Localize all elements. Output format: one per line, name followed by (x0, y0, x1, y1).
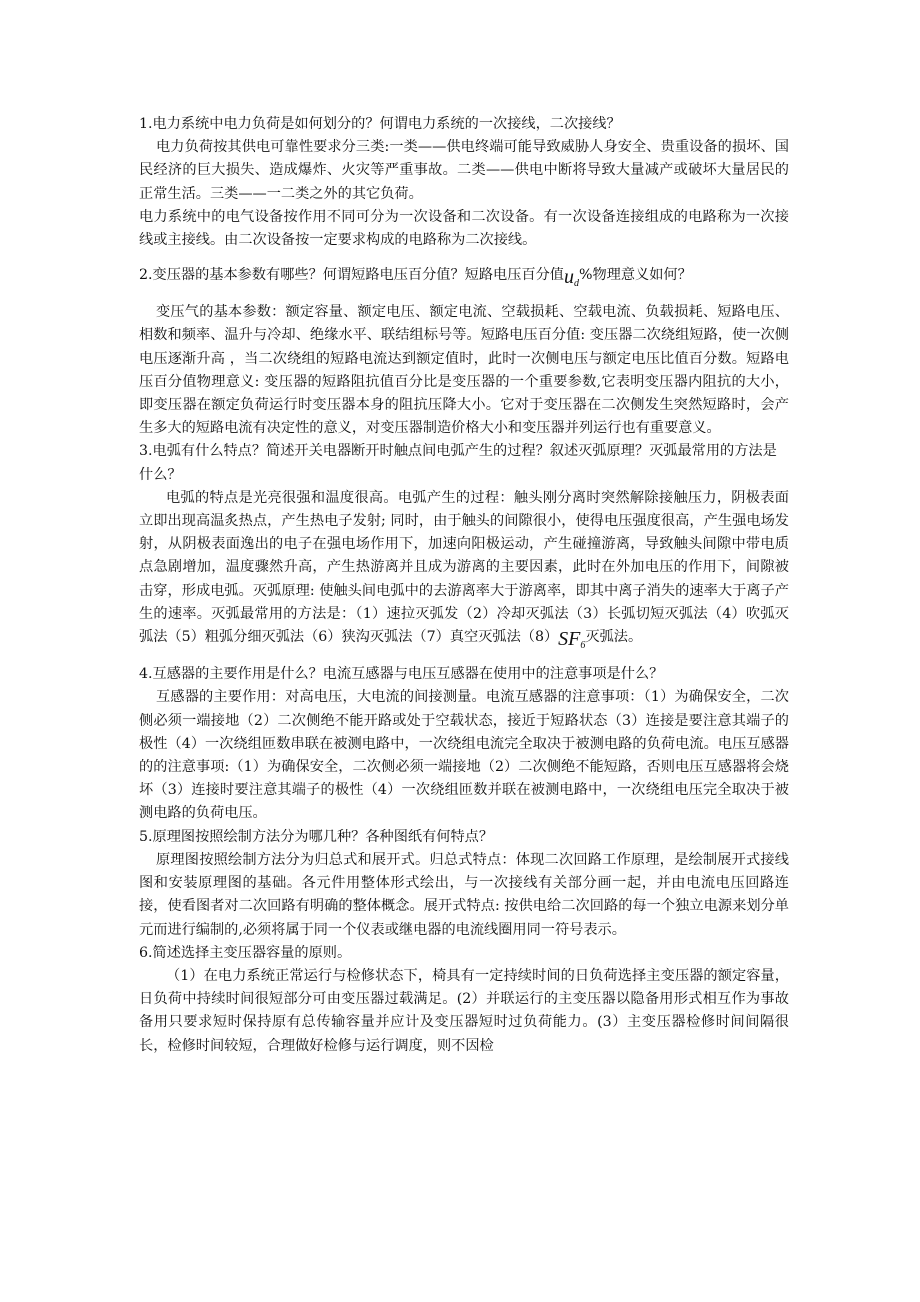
answer-3-text-end: 灭弧法。 (585, 629, 643, 646)
qa-block-5 (139, 826, 789, 942)
answer-1-paragraph-2: 电力系统中的电气设备按作用不同可分为一次设备和二次设备。有一次设备连接组成的电路称为一次接线或主接线。由二次设备按一定要求构成的电路称为二次接线。 (139, 208, 789, 249)
question-2-text-after: %物理意义如何？ (578, 267, 692, 284)
sf6-subscript: 6 (580, 640, 586, 652)
question-2 (139, 258, 789, 301)
answer-6: （1）在电力系统正常运行与检修状态下，椅具有一定持续时间的日负荷选择主变压器的额定容量，日负荷中持续时间很短部分可由变压器过载满足。(2）并联运行的主变压器以隐备用形式相互作为事故备用只要求短时保持原有总传输容量并应计及变压器短时过负荷能力。(3）主变压器检修时间间隔很长，检修时间较短，合理做好检修与运行调度，则不因检 (139, 967, 789, 1054)
qa-block-2 (139, 258, 789, 440)
question-3: 3.电弧有什么特点？简述开关电器断开时触点间电弧产生的过程？叙述灭弧原理？灭弧最常用的方法是什么？ (139, 443, 777, 483)
answer-3 (139, 487, 789, 657)
question-2-text-before: 2.变压器的基本参数有哪些？何谓短路电压百分值？短路电压百分值 (139, 267, 564, 284)
qa-block-4 (139, 663, 789, 825)
answer-4: 互感器的主要作用：对高电压，大电流的间接测量。电流互感器的注意事项：（1）为确保安全，二次侧必须一端接地（2）二次侧绝不能开路或处于空载状态，接近于短路状态（3）连接是要注意其端子的极性（4）一次绕组匝数串联在被测电路中，一次绕组电流完全取决于被测电路的负荷电流。电压互感器的的注意事项:（1）为确保安全，二次侧必须一端接地（2）二次侧绝不能短路，否则电压互感器将会烧坏（3）连接时要注意其端子的极性（4）一次绕组匝数并联在被测电路中，一次绕组电压完全取决于被测电路的负荷电压。 (139, 689, 789, 822)
document-body (139, 113, 789, 1058)
answer-5: 原理图按照绘制方法分为归总式和展开式。归总式特点：体现二次回路工作原理，是绘制展开式接线图和安装原理图的基础。各元件用整体形式绘出，与一次接线有关部分画一起，并由电流电压回路连接，使看图者对二次回路有明确的整体概念。展开式特点: 按供电给二次回路的每一个独立电源来划分单元而进行编制的,必须将属于同一个仪表或继电器的电流线圈用同一符号表示。 (139, 851, 789, 938)
answer-2: 变压气的基本参数：额定容量、额定电压、额定电流、空载损耗、空载电流、负载损耗、短路电压、相数和频率、温升与冷却、绝缘水平、联结组标号等。短路电压百分值: 变压器二次绕组短路，使一次侧电压逐渐升高 ，当二次绕组的短路电流达到额定值时，此时一次侧电压与额定电压比值百分数。短路电压百分值物理意义: 变压器的短路阻抗值百分比是变压器的一个重要参数,它表明变压器内阻抗的大小，即变压器在额定负荷运行时变压器本身的阻抗压降大小。它对于变压器在二次侧发生突然短路时，会产生多大的短路电流有决定性的意义，对变压器制造价格大小和变压器并列运行也有重要意义。 (139, 304, 789, 437)
ud-symbol: u (563, 266, 574, 289)
question-1: 1.电力系统中电力负荷是如何划分的？何谓电力系统的一次接线，二次接线？ (139, 116, 621, 132)
sf6-symbol: SF (558, 628, 581, 651)
question-6: 6.简述选择主变压器容量的原则。 (139, 944, 352, 961)
qa-block-1 (139, 113, 789, 252)
question-4: 4.互感器的主要作用是什么？电流互感器与电压互感器在使用中的注意事项是什么？ (139, 666, 664, 683)
answer-3-text: 电弧的特点是光亮很强和温度很高。电弧产生的过程：触头刚分离时突然解除接触压力，阴极表面立即出现高温炙热点，产生热电子发射; 同时，由于触头的间隙很小，使得电压强度很高，产生强电场发射，从阴极表面逸出的电子在强电场作用下，加速向阳极运动，产生碰撞游离，导致触头间隙中带电质点急剧增加，温度骤然升高，产生热游离并且成为游离的主要因素，此时在外加电压的作用下，间隙被击穿，形成电弧。灭弧原理: 使触头间电弧中的去游离率大于游离率，即其中离子消失的速率大于离子产生的速率。灭弧最常用的方法是：（1）速拉灭弧发（2）冷却灭弧法（3）长弧切短灭弧法（4）吹弧灭弧法（5）粗弧分细灭弧法（6）狭沟灭弧法（7）真空灭弧法（8） (139, 489, 789, 646)
qa-block-6 (139, 942, 789, 1058)
qa-block-3 (139, 440, 789, 657)
ud-subscript: d (573, 278, 579, 290)
answer-1-paragraph-1: 电力负荷按其供电可靠性要求分三类:一类——供电终端可能导致威胁人身安全、贵重设备的损坏、国民经济的巨大损失、造成爆炸、火灾等严重事故。二类——供电中断将导致大量减产或破坏大量居民的正常生活。三类——一二类之外的其它负荷。 (139, 139, 789, 202)
question-5: 5.原理图按照绘制方法分为哪几种？各种图纸有何特点？ (139, 828, 494, 845)
